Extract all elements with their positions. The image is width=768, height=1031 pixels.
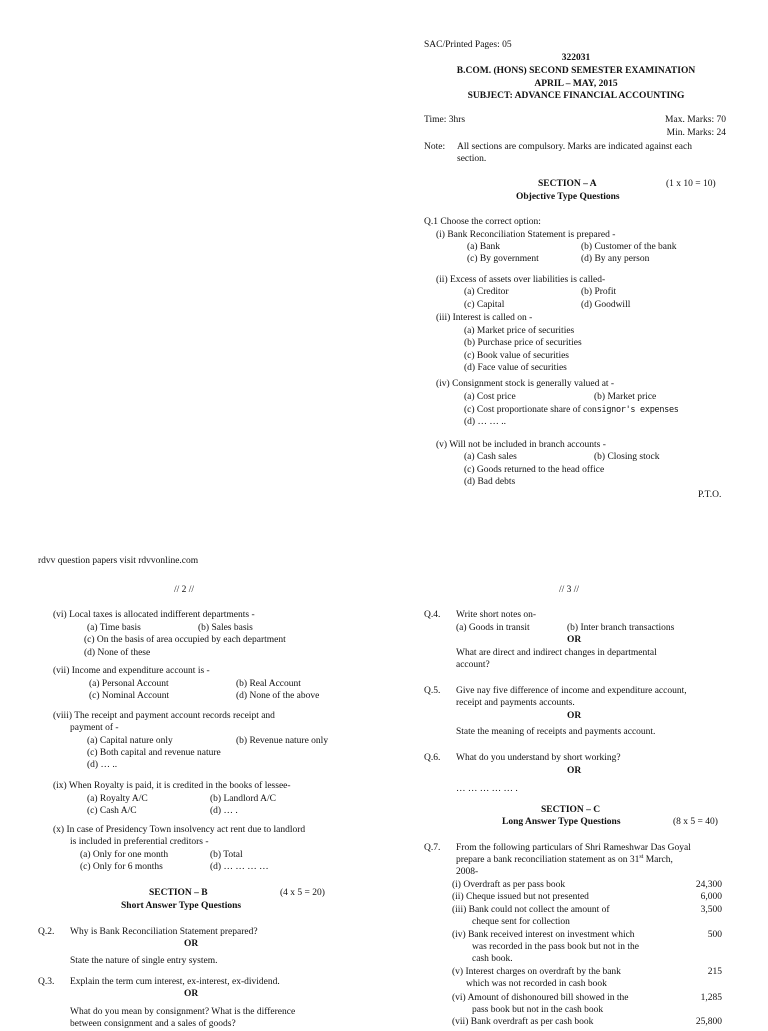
or-label: OR — [567, 766, 582, 776]
or-label: OR — [567, 711, 582, 721]
exam-session: APRIL – MAY, 2015 — [534, 79, 618, 89]
option-text: (c) Cost proportionate share of con — [464, 405, 597, 415]
item-amount: 6,000 — [700, 892, 722, 902]
section-c-subtitle: Long Answer Type Questions — [502, 817, 621, 827]
question-7: From the following particulars of Shri Rameshwar Das Goyal — [456, 843, 691, 853]
question-1-viii: (viii) The receipt and payment account records receipt and — [53, 711, 275, 721]
question-1-iv: (iv) Consignment stock is generally valued at - — [436, 379, 615, 389]
section-a-title: SECTION – A — [538, 179, 597, 189]
option: (d) None of these — [84, 648, 151, 658]
question-1-iii: (iii) Interest is called on - — [436, 313, 533, 323]
question-4-number: Q.4. — [424, 610, 441, 620]
question-1-x: (x) In case of Presidency Town insolvency act rent due to landlord — [53, 825, 306, 835]
item-label: (iv) Bank received interest on investment which — [452, 930, 635, 940]
item-amount: 500 — [707, 930, 722, 940]
option: (b) Customer of the bank — [581, 242, 677, 252]
section-b-subtitle: Short Answer Type Questions — [121, 901, 242, 911]
option: (d) … . — [210, 806, 238, 816]
or-label: OR — [184, 989, 199, 999]
exam-title: B.COM. (HONS) SECOND SEMESTER EXAMINATION — [456, 66, 696, 76]
question-1-ii: (ii) Excess of assets over liabilities is called- — [436, 275, 606, 285]
option: (b) Sales basis — [198, 623, 253, 633]
question-7-text: prepare a bank reconciliation statement as on 31 — [456, 855, 640, 865]
question-4: Write short notes on- — [456, 610, 537, 620]
question-2: Why is Bank Reconciliation Statement prepared? — [70, 927, 258, 937]
question-1-vi: (vi) Local taxes is allocated indifferent departments - — [53, 610, 255, 620]
option-text-cont: signor's expenses — [596, 405, 679, 415]
option: (a) Market price of securities — [464, 326, 575, 336]
item-label-cont: cash book. — [472, 954, 513, 964]
question-1-v: (v) Will not be included in branch accounts - — [436, 440, 606, 450]
question-5-alt: State the meaning of receipts and payments account. — [456, 727, 656, 737]
pto: P.T.O. — [698, 490, 722, 500]
option: (c) Capital — [464, 300, 505, 310]
footer-link[interactable]: rdvv question papers visit rdvvonline.com — [38, 556, 199, 566]
option: (c) Cash A/C — [87, 806, 137, 816]
option: (d) … .. — [87, 760, 118, 770]
question-7-number: Q.7. — [424, 843, 441, 853]
item-label: (v) Interest charges on overdraft by the bank — [452, 967, 621, 977]
option: (c) Only for 6 months — [80, 862, 163, 872]
item-label: (ii) Cheque issued but not presented — [452, 892, 589, 902]
section-c-marks: (8 x 5 = 40) — [673, 817, 718, 827]
question-7-year: 2008- — [456, 867, 479, 877]
option: (c) Nominal Account — [89, 691, 170, 701]
option: (a) Only for one month — [80, 850, 169, 860]
option: (a) Goods in transit — [456, 623, 530, 633]
question-5-cont: receipt and payments accounts. — [456, 698, 575, 708]
question-1: Q.1 Choose the correct option: — [424, 217, 541, 227]
question-2-alt: State the nature of single entry system. — [70, 956, 218, 966]
superscript: st — [639, 853, 644, 860]
question-7-cont — [456, 854, 673, 867]
option: (b) Landlord A/C — [210, 794, 276, 804]
question-1-i: (i) Bank Reconciliation Statement is prepared - — [436, 230, 616, 240]
section-b-title: SECTION – B — [149, 888, 208, 898]
option: (c) Book value of securities — [464, 351, 569, 361]
max-marks: Max. Marks: 70 — [665, 115, 726, 125]
item-label: (i) Overdraft as per pass book — [452, 880, 566, 890]
question-4-alt: What are direct and indirect changes in departmental — [456, 648, 657, 658]
option: (b) Real Account — [236, 679, 301, 689]
question-1-vii: (vii) Income and expenditure account is - — [53, 666, 210, 676]
item-amount: 3,500 — [700, 905, 722, 915]
question-7-text-end: March, — [643, 855, 673, 865]
or-label: OR — [184, 939, 199, 949]
subject-title: SUBJECT: ADVANCE FINANCIAL ACCOUNTING — [467, 91, 685, 101]
question-6-number: Q.6. — [424, 753, 441, 763]
question-5-number: Q.5. — [424, 686, 441, 696]
paper-code: 322031 — [561, 53, 591, 63]
option: (a) Royalty A/C — [87, 794, 148, 804]
printed-pages: SAC/Printed Pages: 05 — [424, 40, 512, 50]
option: (b) Inter branch transactions — [567, 623, 675, 633]
option: (d) Face value of securities — [464, 363, 567, 373]
option: (b) Purchase price of securities — [464, 338, 582, 348]
item-label: (vi) Amount of dishonoured bill showed in the — [452, 993, 629, 1003]
item-amount: 24,300 — [695, 880, 722, 890]
page-3-header: // 3 // — [559, 585, 580, 595]
option: (b) Market price — [594, 392, 657, 402]
question-3-number: Q.3. — [38, 977, 55, 987]
question-3: Explain the term cum interest, ex-interest, ex-dividend. — [70, 977, 280, 987]
item-amount: 215 — [707, 967, 722, 977]
option: (b) Closing stock — [594, 452, 660, 462]
section-a-subtitle: Objective Type Questions — [516, 192, 620, 202]
question-5: Give nay five difference of income and expenditure account, — [456, 686, 687, 696]
option: (d) By any person — [581, 254, 650, 264]
option: (b) Profit — [581, 287, 617, 297]
item-label: (vii) Bank overdraft as per cash book — [452, 1017, 594, 1027]
option: (c) By government — [467, 254, 539, 264]
note-text: All sections are compulsory. Marks are indicated against each — [457, 142, 692, 152]
section-a-marks: (1 x 10 = 10) — [666, 179, 716, 189]
section-b-marks: (4 x 5 = 20) — [280, 888, 325, 898]
question-1-ix: (ix) When Royalty is paid, it is credited in the books of lessee- — [53, 781, 291, 791]
item-amount: 1,285 — [700, 993, 722, 1003]
time-label: Time: 3hrs — [424, 115, 466, 125]
option: (d) … … … … — [210, 862, 269, 872]
option: (d) None of the above — [236, 691, 320, 701]
option: (d) Bad debts — [464, 477, 516, 487]
question-3-alt-cont: between consignment and a sales of goods? — [70, 1019, 236, 1029]
option: (c) On the basis of area occupied by each department — [84, 635, 286, 645]
question-2-number: Q.2. — [38, 927, 55, 937]
option: (a) Creditor — [464, 287, 509, 297]
item-label: (iii) Bank could not collect the amount of — [452, 905, 610, 915]
page-2-header: // 2 // — [174, 585, 195, 595]
item-label-cont: was recorded in the pass book but not in the — [472, 942, 640, 952]
item-label-cont: pass book but not in the cash book — [472, 1005, 604, 1015]
option: (a) Time basis — [87, 623, 141, 633]
option: (a) Personal Account — [89, 679, 169, 689]
item-amount: 25,800 — [695, 1017, 722, 1027]
option: (c) Both capital and revenue nature — [87, 748, 221, 758]
option: (a) Cost price — [464, 392, 516, 402]
section-c-title: SECTION – C — [541, 805, 601, 815]
or-label: OR — [567, 635, 582, 645]
option: (b) Total — [210, 850, 243, 860]
option: (a) Capital nature only — [87, 736, 173, 746]
question-6-alt: … … … … … . — [456, 784, 518, 794]
option: (a) Cash sales — [464, 452, 517, 462]
option: (d) Goodwill — [581, 300, 631, 310]
min-marks: Min. Marks: 24 — [666, 128, 726, 138]
question-6: What do you understand by short working? — [456, 753, 621, 763]
item-label-cont: cheque sent for collection — [472, 917, 570, 927]
question-1-x-cont: is included in preferential creditors - — [70, 837, 209, 847]
option: (d) … … .. — [464, 417, 506, 427]
option — [464, 404, 679, 417]
item-label-cont: which was not recorded in cash book — [466, 979, 607, 989]
question-4-alt-cont: account? — [456, 660, 490, 670]
option: (a) Bank — [467, 242, 500, 252]
option: (b) Revenue nature only — [236, 736, 329, 746]
question-1-viii-cont: payment of - — [70, 723, 119, 733]
option: (c) Goods returned to the head office — [464, 465, 605, 475]
question-3-alt: What do you mean by consignment? What is the difference — [70, 1007, 296, 1017]
note-label: Note: — [424, 142, 446, 152]
note-text-cont: section. — [457, 154, 487, 164]
